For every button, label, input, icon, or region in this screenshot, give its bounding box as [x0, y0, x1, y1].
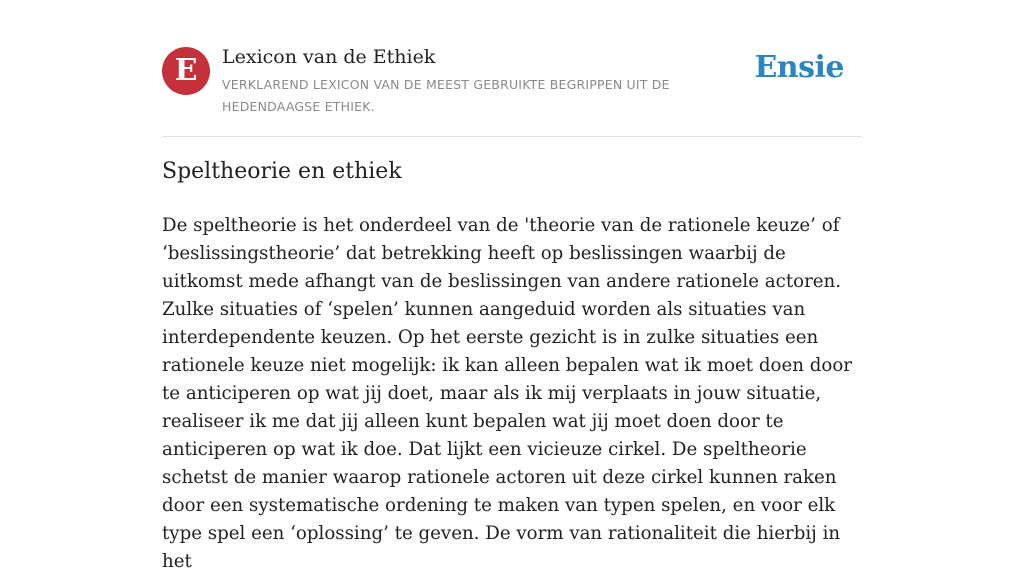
article-body: De speltheorie is het onderdeel van de 'theorie van de rationele keuze’ of ‘beslissingstheorie’ dat betrekking heeft op beslissingen waarbij de uitkomst mede afhangt van de beslissingen van andere rationele actoren. Zulke situaties of ‘spelen’ kunnen aangeduid worden als situaties van interdependente keuzen. Op het eerste gezicht is in zulke situaties een rationele keuze niet mogelijk: ik kan alleen bepalen wat ik moet doen door te anticiperen op wat jij doet, maar als ik mij verplaats in jouw situatie, realiseer ik me dat jij alleen kunt bepalen wat jij moet doen door te anticiperen op wat ik doe. Dat lijkt een vicieuze cirkel. De speltheorie schetst de manier waarop rationele actoren uit deze cirkel kunnen raken door een systematische ordening te maken van typen spelen, en voor elk type spel een ‘oplossing’ te geven. De vorm van rationaliteit die hierbij in het [162, 215, 852, 572]
site-header [162, 44, 862, 137]
lexicon-logo[interactable]: E [162, 47, 210, 95]
site-subtitle: VERKLAREND LEXICON VAN DE MEEST GEBRUIKTE BEGRIPPEN UIT DE HEDENDAAGSE ETHIEK. [222, 77, 670, 114]
ensie-brand-logo[interactable]: Ensie [754, 50, 844, 85]
article-title: Speltheorie en ethiek [162, 159, 402, 184]
site-title[interactable]: Lexicon van de Ethiek [222, 46, 436, 68]
